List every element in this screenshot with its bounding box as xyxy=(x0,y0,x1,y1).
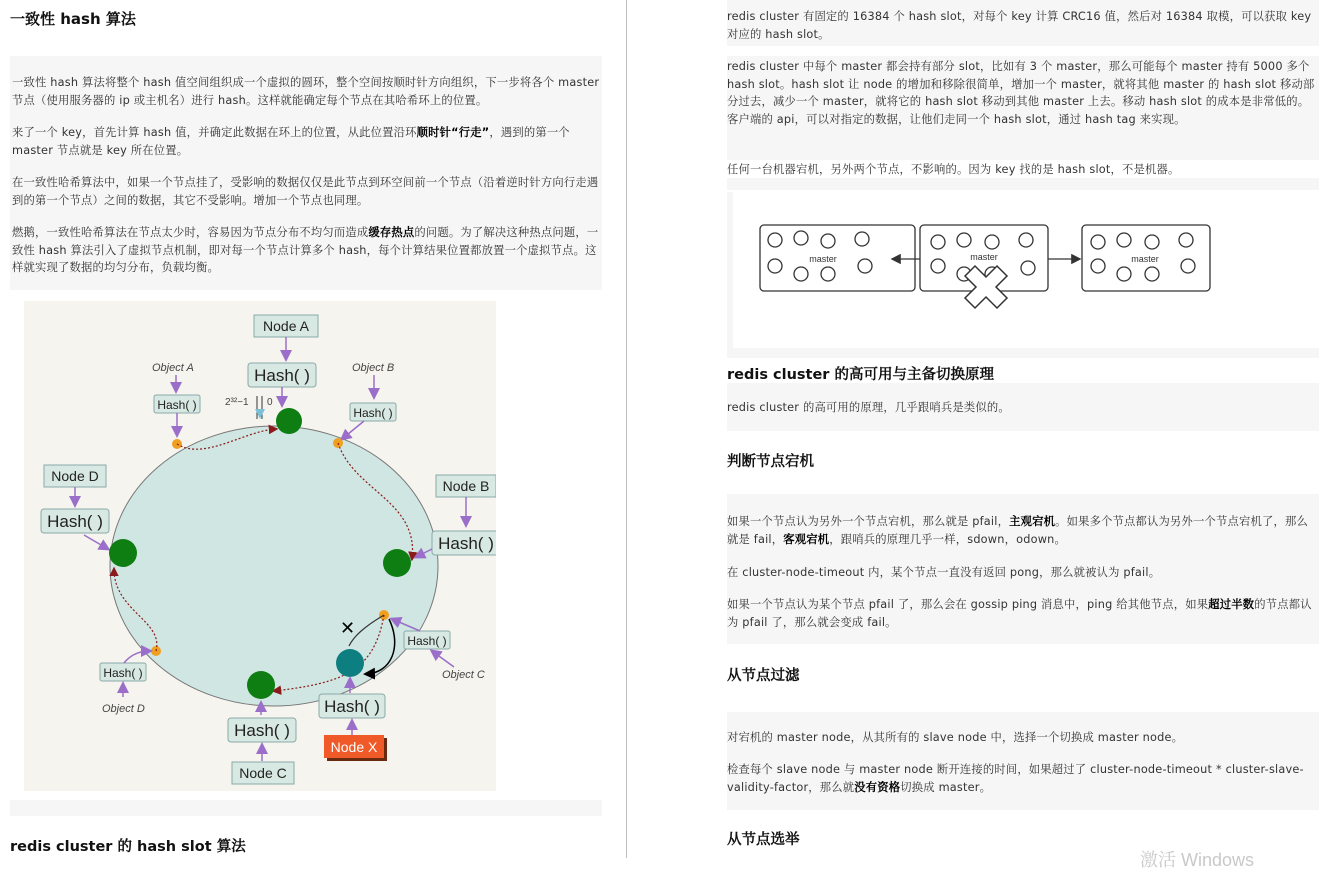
master-nodes-diagram xyxy=(727,192,1231,348)
hash-label: Hash( ) xyxy=(407,634,447,648)
hash-label: Hash( ) xyxy=(353,406,393,420)
paragraph: 一致性 hash 算法将整个 hash 值空间组织成一个虚拟的圆环，整个空间按顺时针方向组织，下一步将各个 master 节点（使用服务器的 ip 或主机名）进行 hash。这样就能确定每个节点在其哈希环上的位置。 xyxy=(12,76,600,107)
text-block-bg xyxy=(727,178,1319,190)
hash-label: Hash( ) xyxy=(438,534,494,553)
hash-label: Hash( ) xyxy=(103,666,143,680)
node-a-point xyxy=(276,408,302,434)
node-b-label: Node B xyxy=(442,478,490,494)
paragraph: redis cluster 的高可用的原理，几乎跟哨兵是类似的。 xyxy=(727,401,1010,414)
node-c-point xyxy=(247,671,275,699)
paragraph: 燃鹅，一致性哈希算法在节点太少时，容易因为节点分布不均匀而造成缓存热点的问题。为了解决这种热点问题，一致性 hash 算法引入了虚拟节点机制，即对每一个节点计算多个 hash，每个计算结果位置都放置一个虚拟节点。这样就实现了数据的均匀分布，负载均衡。 xyxy=(12,226,599,274)
text-block-bg xyxy=(727,348,1319,358)
hash-label: Hash( ) xyxy=(324,697,380,716)
master-node-label: master xyxy=(1131,254,1159,264)
paragraph: 如果一个节点认为另外一个节点宕机，那么就是 pfail，主观宕机。如果多个节点都认为另外一个节点宕机了，那么就是 fail，客观宕机，跟哨兵的原理几乎一样，sdown，odown。 xyxy=(727,515,1309,546)
paragraph: 在一致性哈希算法中，如果一个节点挂了，受影响的数据仅仅是此节点到环空间前一个节点（沿着逆时针方向行走遇到的第一个节点）之间的数据，其它不受影响。增加一个节点也同理。 xyxy=(12,176,599,207)
page-divider xyxy=(626,0,627,858)
ring-max-label: 2³²−1 xyxy=(225,397,249,408)
page-title: 一致性 hash 算法 xyxy=(10,10,136,28)
node-x-label: Node X xyxy=(330,739,378,755)
master-node-label: master xyxy=(809,254,837,264)
object-b-label: Object B xyxy=(352,362,395,374)
section-title: redis cluster 的高可用与主备切换原理 xyxy=(727,367,994,383)
hash-label: Hash( ) xyxy=(47,512,103,531)
paragraph: redis cluster 中每个 master 都会持有部分 slot，比如有 3 个 master，那么可能每个 master 持有 5000 多个 hash slot。hash slot 让 node 的增加和移除很简单，增加一个 master，就将其他 master 的 hash slot 移动部分过去，减少一个 master，就将它的 hash slot 移动到其他 master 上去。移动 hash slot 的成本是非常低的。客户端的 api，可以对指定的数据，让他们走同一个 hash slot，通过 hash tag 来实现。 xyxy=(727,60,1315,126)
section-title: 从节点过滤 xyxy=(727,668,800,684)
master-node-box xyxy=(760,225,915,291)
object-d-label: Object D xyxy=(102,703,145,715)
node-x-point xyxy=(336,649,364,677)
node-d-label: Node D xyxy=(51,468,99,484)
ring-zero-label: 0 xyxy=(267,397,273,408)
node-b-point xyxy=(383,549,411,577)
hash-label: Hash( ) xyxy=(157,398,197,412)
section-title: 从节点选举 xyxy=(727,832,800,848)
hash-label: Hash( ) xyxy=(234,721,290,740)
activation-watermark: 激活 Windows xyxy=(1140,850,1255,870)
consistent-hash-diagram xyxy=(24,301,496,791)
paragraph: 在 cluster-node-timeout 内，某个节点一直没有返回 pong，那么就被认为 pfail。 xyxy=(727,566,1161,579)
paragraph: redis cluster 有固定的 16384 个 hash slot，对每个 key 计算 CRC16 值，然后对 16384 取模，可以获取 key 对应的 hash slot。 xyxy=(727,10,1312,41)
hash-label: Hash( ) xyxy=(254,366,310,385)
node-d-point xyxy=(109,539,137,567)
paragraph: 如果一个节点认为某个节点 pfail 了，那么会在 gossip ping 消息中，ping 给其他节点，如果超过半数的节点都认为 pfail 了，那么就会变成 fail。 xyxy=(727,598,1312,629)
node-c-label: Node C xyxy=(239,765,287,781)
object-c-label: Object C xyxy=(442,669,485,681)
object-a-label: Object A xyxy=(152,362,194,374)
paragraph: 对宕机的 master node，从其所有的 slave node 中，选择一个切换成 master node。 xyxy=(727,731,1184,744)
paragraph: 任何一台机器宕机，另外两个节点，不影响的。因为 key 找的是 hash slot，不是机器。 xyxy=(727,163,1180,176)
paragraph: 检查每个 slave node 与 master node 断开连接的时间，如果超过了 cluster-node-timeout * cluster-slave-validity-factor，那么就没有资格切换成 master。 xyxy=(727,763,1304,794)
section-title: redis cluster 的 hash slot 算法 xyxy=(10,839,246,855)
master-node-label: master xyxy=(970,252,998,262)
paragraph: 来了一个 key，首先计算 hash 值，并确定此数据在环上的位置，从此位置沿环顺时针“行走”，遇到的第一个 master 节点就是 key 所在位置。 xyxy=(12,126,570,157)
node-a-label: Node A xyxy=(263,318,309,334)
removed-route-mark: ✕ xyxy=(340,618,356,638)
section-title: 判断节点宕机 xyxy=(727,454,814,470)
text-block-bg xyxy=(10,800,602,816)
